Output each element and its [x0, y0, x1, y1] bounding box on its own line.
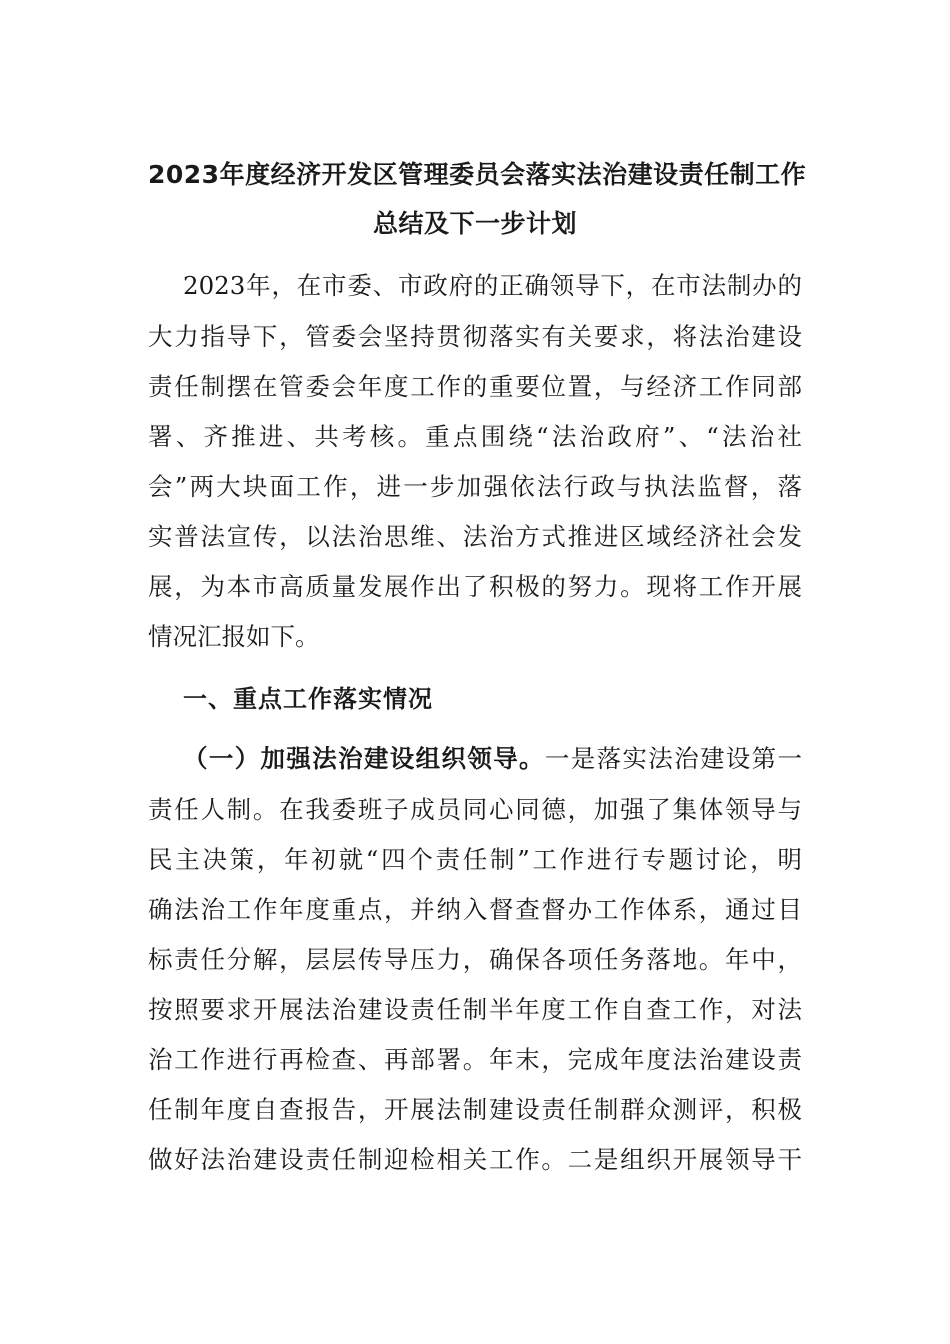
subsection-paragraph-line: 确法治工作年度重点，并纳入督查督办工作体系，通过目 — [148, 895, 802, 924]
intro-paragraph-line: 会”两大块面工作，进一步加强依法行政与执法监督，落 — [148, 472, 802, 501]
intro-paragraph-line: 署、齐推进、共考核。重点围绕“法治政府”、“法治社 — [148, 422, 802, 451]
intro-paragraph-line: 责任制摆在管委会年度工作的重要位置，与经济工作同部 — [148, 372, 802, 401]
subsection-bold-lead: （一）加强法治建设组织领导。 — [183, 744, 545, 773]
subsection-paragraph-line: 做好法治建设责任制迎检相关工作。二是组织开展领导干 — [148, 1145, 802, 1174]
intro-paragraph-line: 展，为本市高质量发展作出了积极的努力。现将工作开展 — [148, 572, 802, 601]
subsection-paragraph-first-line — [183, 744, 802, 774]
intro-paragraph-line: 情况汇报如下。 — [148, 622, 320, 651]
intro-paragraph-line: 实普法宣传，以法治思维、法治方式推进区域经济社会发 — [148, 522, 802, 551]
subsection-first-line-rest: 一是落实法治建设第一 — [544, 744, 803, 773]
section-heading: 一、重点工作落实情况 — [183, 685, 433, 713]
document-title-line-1: 2023年度经济开发区管理委员会落实法治建设责任制工作 — [148, 160, 807, 189]
intro-paragraph-line: 大力指导下，管委会坚持贯彻落实有关要求，将法治建设 — [148, 322, 802, 351]
document-title-line-2: 总结及下一步计划 — [372, 209, 577, 238]
subsection-paragraph-line: 任制年度自查报告，开展法制建设责任制群众测评，积极 — [148, 1095, 802, 1124]
subsection-paragraph-line: 治工作进行再检查、再部署。年末，完成年度法治建设责 — [148, 1045, 802, 1074]
subsection-paragraph-line: 按照要求开展法治建设责任制半年度工作自查工作，对法 — [148, 995, 802, 1024]
subsection-paragraph-line: 民主决策，年初就“四个责任制”工作进行专题讨论，明 — [148, 845, 802, 874]
subsection-paragraph-line: 责任人制。在我委班子成员同心同德，加强了集体领导与 — [148, 795, 802, 824]
subsection-paragraph-line: 标责任分解，层层传导压力，确保各项任务落地。年中， — [148, 945, 802, 974]
intro-paragraph-line: 2023年，在市委、市政府的正确领导下，在市法制办的 — [183, 271, 802, 300]
